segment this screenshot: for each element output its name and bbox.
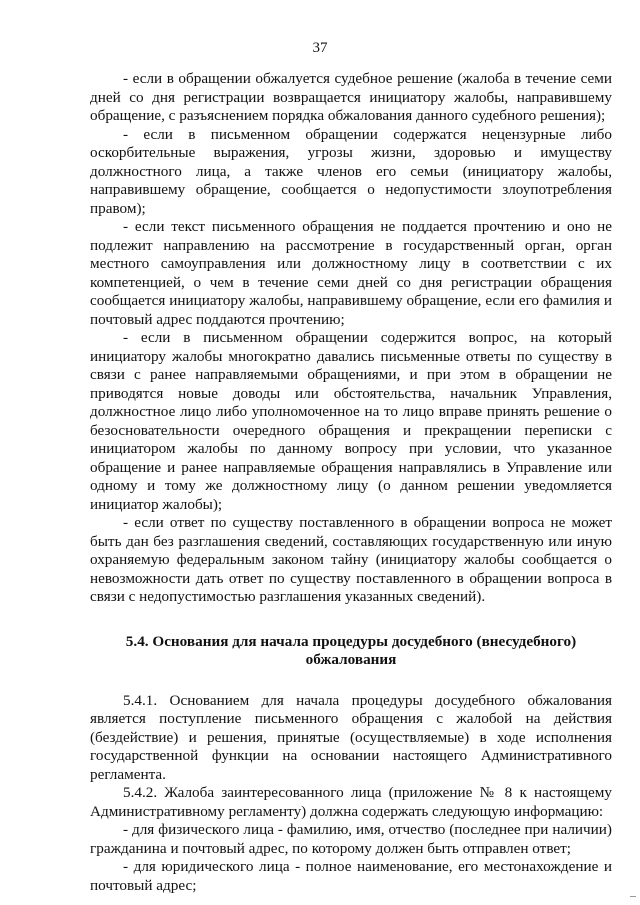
- document-body: [90, 70, 612, 895]
- section-heading-line2: обжалования: [305, 651, 397, 668]
- paragraph-repeated-question: - если в письменном обращении содержится вопрос, на который инициатору жалобы многократно давались письменные ответы по существу в связи с ранее направляемыми обращениями, и при этом в обращении не приводятся новые доводы или обстоятельства, начальник Управления, должностное лицо либо уполномоченное на то лицо вправе принять решение о безосновательности очередного обращения и прекращении переписки с инициатором жалобы по данному вопросу при условии, что указанное обращение и ранее направляемые обращения направлялись в Управление или одному и тому же должностному лицу (о данном решении уведомляется инициатор жалобы);: [90, 329, 612, 513]
- paragraph-state-secret: - если ответ по существу поставленного в обращении вопроса не может быть дан без разглашения сведений, составляющих государственную или иную охраняемую федеральным законом тайну (инициатору жалобы сообщается о невозможности дать ответ по существу поставленного в обращении вопроса в связи с недопустимостью разглашения указанных сведений).: [90, 514, 612, 605]
- paragraph-5-4-1: 5.4.1. Основанием для начала процедуры досудебного обжалования является поступление письменного обращения с жалобой на действия (бездействие) и решения, принятые (осуществляемые) в ходе исполнения государственной функции на основании настоящего Административного регламента.: [90, 691, 612, 783]
- paragraph-5-4-2: 5.4.2. Жалоба заинтересованного лица (приложение № 8 к настоящему Административному регламенту) должна содержать следующую информацию:: [90, 784, 612, 820]
- section-heading: [90, 633, 612, 670]
- paragraph-court-decision: - если в обращении обжалуется судебное решение (жалоба в течение семи дней со дня регистрации возвращается инициатору жалобы, направившему обращение, с разъяснением порядка обжалования данного судебного решения);: [90, 70, 612, 124]
- paragraph-obscene-language: - если в письменном обращении содержатся нецензурные либо оскорбительные выражения, угрозы жизни, здоровью и имуществу должностного лица, а также членов его семьи (инициатору жалобы, направившему обращение, сообщается о недопустимости злоупотребления правом);: [90, 125, 612, 217]
- scan-edge-mark: [630, 896, 636, 897]
- paragraph-legal-entity: - для юридического лица - полное наименование, его местонахождение и почтовый адрес;: [90, 858, 612, 894]
- section-heading-line1: 5.4. Основания для начала процедуры досудебного (внесудебного): [125, 632, 577, 650]
- page-number: 37: [312, 40, 328, 56]
- paragraph-individual: - для физического лица - фамилию, имя, отчество (последнее при наличии) гражданина и почтовый адрес, по которому должен быть отправлен ответ;: [90, 821, 612, 857]
- paragraph-unreadable-text: - если текст письменного обращения не поддается прочтению и оно не подлежит направлению на рассмотрение в государственный орган, орган местного самоуправления или должностному лицу в соответствии с их компетенцией, о чем в течение семи дней со дня регистрации обращения сообщается инициатору жалобы, направившему обращение, если его фамилия и почтовый адрес поддаются прочтению;: [90, 218, 612, 328]
